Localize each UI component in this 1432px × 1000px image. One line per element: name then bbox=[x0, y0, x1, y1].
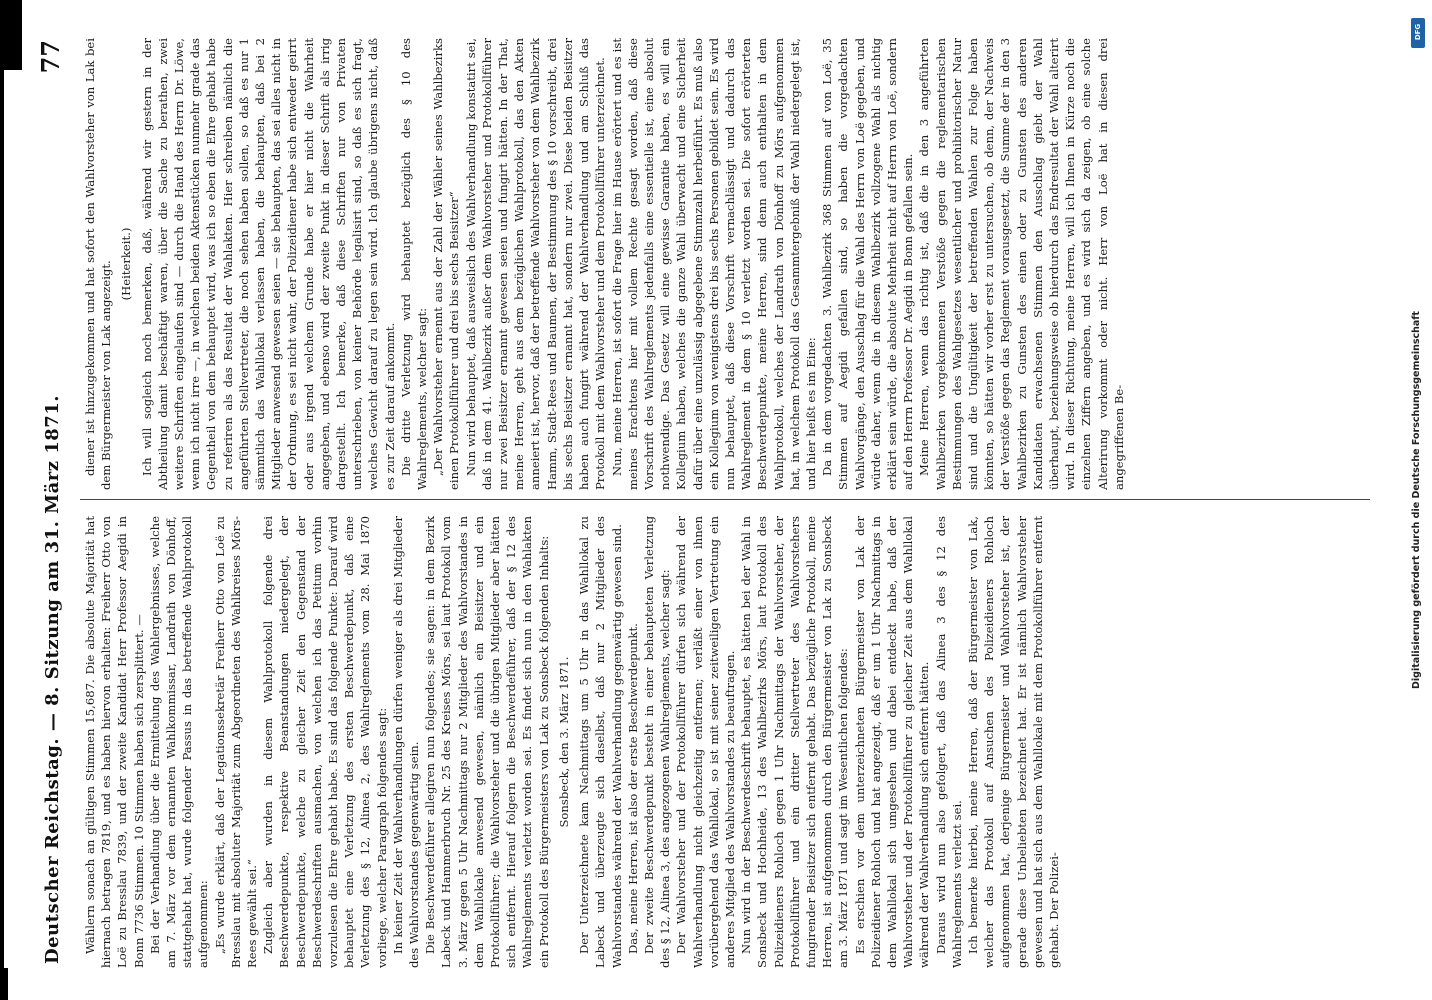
paragraph: Der zweite Beschwerdepunkt besteht in einer behaupteten Verletzung des § 12, Alinea 3, des angezogenen Wahlreglements, welcher sagt: bbox=[641, 516, 673, 968]
dfg-logo-text: DFG bbox=[1414, 23, 1422, 41]
dfg-logo bbox=[1411, 18, 1425, 48]
paragraph: Nun wird in der Beschwerdeschrift behauptet, es hätten bei der Wahl in Sonsbeck und Hochheide, 13 des Wahlbezirks Mörs, laut Protokoll des Polizeidieners Rohloch gegen 1 Uhr Nachmittags der Wahlvorsteher, der Protokollführer und ein dritter Stellvertreter des Wahlvorstehers fungirender Beisitzer sich entfernt gehabt. Das bezügliche Protokoll, meine Herren, ist aufgenommen durch den Bürgermeister von Lak zu Sonsbeck am 3. März 1871 und sagt im Wesentlichen folgendes: bbox=[739, 516, 851, 968]
column-rule bbox=[80, 499, 1370, 500]
paragraph: Das, meine Herren, ist also der erste Beschwerdepunkt. bbox=[625, 623, 640, 954]
paragraph: Sonsbeck, den 3. März 1871. bbox=[556, 656, 571, 828]
paragraph: Daraus wird nun also gefolgert, daß das Alinea 3 des § 12 des Wahlreglements verletzt sei. bbox=[933, 516, 964, 968]
paragraph: Die dritte Verletzung wird behauptet bezüglich des § 10 des Wahlreglements, welcher sagt: bbox=[398, 38, 430, 490]
paragraph: Der Wahlvorsteher und der Protokollführer dürfen sich während der Wahlverhandlung nicht gleichzeitig entfernen; verläßt einer von ihnen vorübergehend das Wahllokal, so ist mit seiner zeitweiligen Vertretung ein anderes Mitglied des Wahlvorstandes zu beauftragen. bbox=[674, 516, 737, 968]
paragraph: „Es wurde erklärt, daß der Legationssekretär Freiherr Otto von Loë zu Bresslau mit absoluter Majorität zum Abgeordneten des Wahlkreises Mörs-Rees gewählt sei.“ bbox=[212, 516, 260, 968]
left-column bbox=[82, 516, 1382, 968]
paragraph: Es erschien vor dem unterzeichneten Bürgermeister von Lak der Polizeidiener Rohloch und hat angezeigt, daß er um 1 Uhr Nachmittags in dem Wahllokal sich umgesehen und dabei entdeckt habe, daß der Wahlvorsteher und der Protokollführer zu gleicher Zeit aus dem Wahllokal während der Wahlverhandlung sich entfernt hätten. bbox=[852, 516, 932, 968]
paragraph: In keiner Zeit der Wahlverhandlungen dürfen weniger als drei Mitglieder des Wahlvorstandes gegenwärtig sein. bbox=[390, 516, 422, 968]
page-header bbox=[36, 30, 76, 970]
paragraph: Nun, meine Herren, ist sofort die Frage hier im Hause erörtert und es ist meines Erachtens hier mit vollem Rechte gesagt worden, daß diese Vorschrift des Wahlreglements jedenfalls eine essentielle ist, eine absolut nothwendige. Das Gesetz will eine gewisse Garantie haben, es will ein Kollegium haben, welches die ganze Wahl überwacht und eine Sicherheit dafür über eine unzulässig abgegebene Stimmzahl herbeiführt. Es muß also ein Kollegium von wenigstens drei bis sechs Personen gebildet sein. Es wird nun behauptet, daß diese Vorschrift vernachlässigt und dadurch das Wahlreglement in dem § 10 verletzt worden sei. Die sofort erörterten Beschwerdepunkte, meine Herren, sind denn auch enthalten in dem Wahlprotokoll, welches der Landrath von Dönhoff zu Mörs aufgenommen hat, in welchem Protokoll das Gesammtergebniß der Wahl niedergelegt ist, und hier heißt es im Eine: bbox=[609, 38, 818, 490]
scan-edge-top bbox=[0, 0, 22, 70]
paragraph: Da in dem vorgedachten 3. Wahlbezirk 368 Stimmen auf von Loë, 35 Stimmen auf Aegidi gefallen sind, so haben die vorgedachten Wahlvorgänge, den Ausschlag für die Wahl des Herrn von Loë gegeben, und würde daher, wenn die in diesem Wahlbezirk vollzogene Wahl als nichtig erklärt sein würde, die absolute Mehrheit nicht auf Herrn von Loë, sondern auf den Herrn Professor Dr. Aegidi in Bonn gefallen sein. bbox=[820, 38, 916, 490]
right-column bbox=[82, 38, 1382, 490]
paragraph: Der Unterzeichnete kam Nachmittags um 5 Uhr in das Wahllokal zu Labeck und überzeugte sich daselbst, daß nur 2 Mitglieder des Wahlvorstandes während der Wahlverhandlung gegenwärtig gewesen sind. bbox=[577, 516, 624, 968]
paragraph: Nun wird behauptet, daß ausweislich des Wahlverhandlung konstatirt sei, daß in dem 41. Wahlbezirk außer dem Wahlvorsteher und Protokollführer nur zwei Beisitzer ernannt gewesen seien und fungirt hätten. In der That, meine Herren, geht aus dem bezüglichen Wahlprotokoll, das den Akten anneiert ist, hervor, daß der betreffende Wahlvorsteher von dem Wahlbezirk Hamm, Stadt-Rees und Baumen, der Bestimmung des § 10 vorschreibt, drei bis sechs Beisitzer ernannt hat, sondern nur zwei. Diese beiden Beisitzer haben auch fungirt während der Wahlverhandlung und am Schluß das Protokoll mit dem Wahlvorsteher und dem Protokollführer unterzeichnet. bbox=[463, 38, 608, 490]
funding-note: Digitalisierung gefördert durch die Deutsche Forschungsgemeinschaft bbox=[1411, 311, 1422, 689]
paragraph: Meine Herren, wenn das richtig ist, daß die in den 3 angeführten Wahlbezirken vorgekommenen Verstöße gegen die reglementarischen Bestimmungen des Wahlgesetzes wesentlicher und prohibitorischer Natur sind und die Ungültigkeit der betreffenden Wahlen zur Folge haben könnten, so hätten wir vorher erst zu untersuchen, ob denn, der Nachweis der Verstöße gegen das Reglement vorausgesetzt, die Summe der in den 3 Wahlbezirken zu Gunsten des einen oder zu Gunsten des anderen Kandidaten erwachsenen Stimmen den Ausschlag giebt der Wahl überhaupt, beziehungsweise ob hierdurch das Endresultat der Wahl alterirt wird. In dieser Richtung, meine Herren, will ich Ihnen in Kürze noch die einzelnen Ziffern angeben, und es wird sich da zeigen, ob eine solche Alterirung vorkommt oder nicht. Herr von Loë hat in diesen drei angegriffenen Be- bbox=[917, 38, 1126, 490]
scan-edge-bottom bbox=[0, 968, 8, 1000]
scan-edge-left bbox=[0, 0, 4, 1000]
page-number: 77 bbox=[36, 40, 65, 74]
paragraph: Bei der Verhandlung über die Ermittelung des Wahlergebnisses, welche am 7. März vor dem ernannten Wahlkommissar, Landrath von Dönhoff, stattgehabt hat, wurde folgender Passus in das betreffende Wahlprotokoll aufgenommen: bbox=[147, 516, 211, 968]
paragraph: Wählern sonach an gültigen Stimmen 15,687. Die absolute Majorität hat hiernach betragen 7819, und es haben hiervon erhalten: Freiherr Otto von Loë zu Bresslau 7839, und der zweite Kandidat Herr Professor Aegidi in Bonn 7736 Stimmen. 10 Stimmen haben sich zersplittert. — bbox=[83, 516, 146, 968]
paragraph: Zugleich aber wurden in diesem Wahlprotokoll folgende drei Beschwerdepunkte, respektive Beanstandungen niedergelegt, der Beschwerdepunkte, welche zu gleicher Zeit den Gegenstand der Beschwerdeschriften ausmachen, von welchen ich das Petitum vorhin vorzulesen die Ehre gehabt habe. Es sind das folgende Punkte: Darauf wird behauptet eine Verletzung des ersten Beschwerdepunkt, daß eine Verletzung des § 12, Alinea 2, des Wahlreglements vom 28. Mai 1870 vorliege, welcher Paragraph folgendes sagt: bbox=[261, 516, 389, 968]
paragraph: „Der Wahlvorsteher ernennt aus der Zahl der Wähler seines Wahlbezirks einen Protokollführer und drei bis sechs Beisitzer“ bbox=[431, 38, 462, 490]
paragraph: Ich bemerke hierbei, meine Herren, daß der Bürgermeister von Lak, welcher das Protokoll auf Ansuchen des Polizeidieners Rohloch aufgenommen hat, derjenige Bürgermeister und Wahlvorsteher ist, der gerade diese Unbeliebten bezeichnet hat. Er ist nämlich Wahlvorsteher gewesen und hat sich aus dem Wahllokale mit dem Protokollführer entfernt gehabt. Der Polizei- bbox=[965, 516, 1061, 968]
paragraph: (Heiterkeit.) bbox=[119, 227, 134, 301]
paragraph: diener ist hinzugekommen und hat sofort den Wahlvorsteher von Lak bei dem Bürgermeister von Lak angezeigt. bbox=[83, 38, 114, 490]
running-head: Deutscher Reichstag. — 8. Sitzung am 31. März 1871. bbox=[42, 394, 63, 964]
paragraph: Die Beschwerdeführer allegiren nun folgendes; sie sagen: in dem Bezirk Labeck und Hammerbruch Nr. 25 des Kreises Mörs, sei laut Protokoll vom 3. März gegen 5 Uhr Nachmittags nur 2 Mitglieder des Wahlvorstandes in dem Wahllokale anwesend gewesen, nämlich ein Beisitzer und ein Protokollführer; die Wahlvorsteher und die übrigen Mitglieder aber hätten sich entfernt. Hierauf folgern die Beschwerdeführer, daß der § 12 des Wahlreglements verletzt worden sei. Es findet sich nun in den Wahlakten ein Protokoll des Bürgermeisters von Lak zu Sonsbeck folgenden Inhalts: bbox=[423, 516, 551, 968]
rotated-page bbox=[36, 30, 1396, 970]
paragraph: Ich will sogleich noch bemerken, daß, während wir gestern in der Abtheilung damit beschäftigt waren, über die Sache zu berathen, zwei weitere Schriften eingelaufen sind — durch die Hand des Herrn Dr. Löwe, wenn ich nicht irre —, in welchen beiden Aktenstücken nunmehr grade das Gegentheil von dem behauptet wird, was ich so eben die Ehre gehabt habe zu referiren als das Resultat der Wahlakten. Hier schreiben nämlich die angeführten Stellvertreter, die noch sehen haben sollen, so daß es nur 1 sämmtlich das Wahllokal verlassen haben, die behaupten, daß bei 2 Mitglieder anwesend gewesen seien — sie behaupten, das sei alles nicht in der Ordnung, es sei nicht wahr, der Polizeidiener habe sich entweder geirrt oder aus irgend welchem Grunde habe er hier nicht die Wahrheit angegeben, und ebenso wird der zweite Punkt in dieser Schrift als irrig dargestellt. Ich bemerke, daß diese Schriften nur von Privaten unterschrieben, von keiner Behörde legalisirt sind, so daß es sich fragt, welches Gewicht darauf zu legen sein wird. Ich glaube übrigens nicht, daß es zur Zeit darauf ankommt. bbox=[139, 38, 397, 490]
